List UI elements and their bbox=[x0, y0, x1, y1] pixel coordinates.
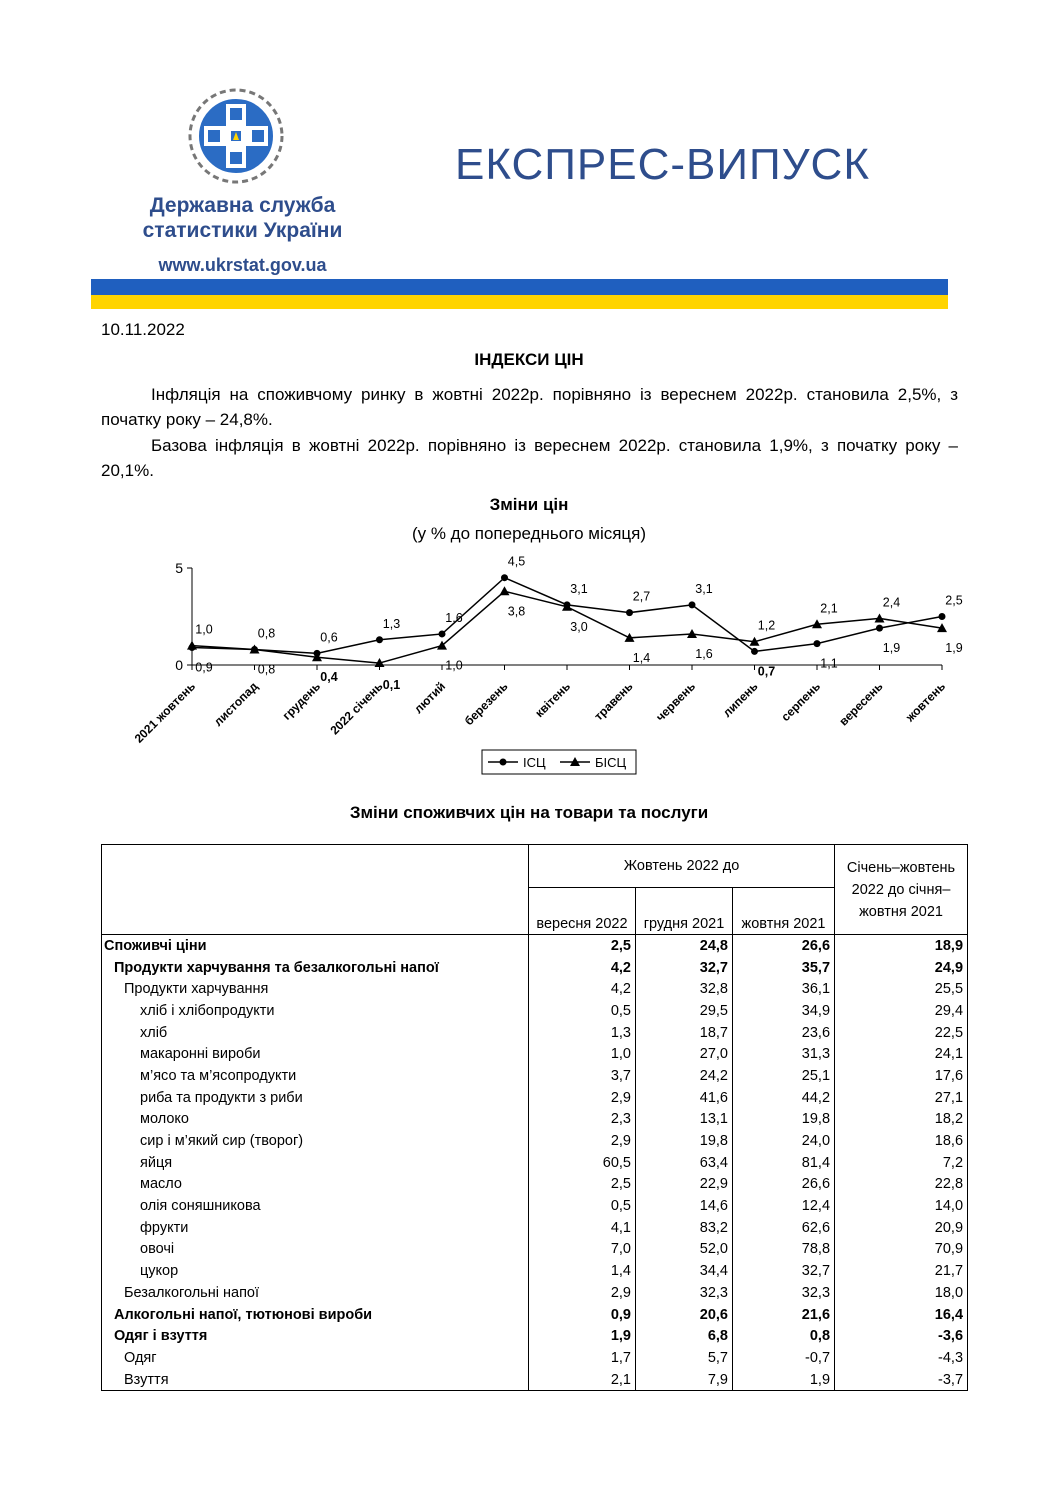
x-tick-label: червень bbox=[653, 679, 699, 725]
flag-stripe-yellow bbox=[91, 295, 948, 309]
row-value: 18,7 bbox=[636, 1022, 733, 1044]
row-label: Безалкогольні напої bbox=[102, 1282, 529, 1304]
row-value: 21,7 bbox=[835, 1260, 968, 1282]
row-value: 32,3 bbox=[733, 1282, 835, 1304]
isc-data-label: 1,1 bbox=[820, 656, 838, 671]
table-row bbox=[102, 935, 968, 957]
bisc-data-label: 1,0 bbox=[445, 658, 463, 673]
table-row bbox=[102, 978, 968, 1000]
ukrstat-emblem-icon bbox=[186, 86, 286, 186]
row-value: 19,8 bbox=[733, 1109, 835, 1131]
row-label: сир і м’який сир (творог) bbox=[102, 1130, 529, 1152]
core-inflation-paragraph: Базова інфляція в жовтні 2022р. порівняно із вереснем 2022р. становила 1,9%, з початку року – 20,1%. bbox=[101, 436, 958, 480]
row-value: 2,1 bbox=[529, 1369, 636, 1391]
bisc-data-label: 0,1 bbox=[382, 678, 401, 692]
row-label: цукор bbox=[102, 1260, 529, 1282]
row-value: 20,6 bbox=[636, 1304, 733, 1326]
bisc-point bbox=[500, 586, 510, 595]
x-tick-label: серпень bbox=[778, 679, 824, 724]
row-value: 18,9 bbox=[835, 935, 968, 957]
isc-data-label: 3,1 bbox=[570, 581, 588, 596]
row-label: фрукти bbox=[102, 1217, 529, 1239]
table-row bbox=[102, 1369, 968, 1391]
isc-data-label: 1,9 bbox=[882, 641, 901, 656]
chart-subtitle: (у % до попереднього місяця) bbox=[411, 524, 647, 543]
bisc-point bbox=[875, 613, 885, 622]
release-date: 10.11.2022 bbox=[101, 320, 185, 339]
table-title: Зміни споживчих цін на товари та послуги bbox=[349, 803, 709, 822]
table-row bbox=[102, 1217, 968, 1239]
row-value: 81,4 bbox=[733, 1152, 835, 1174]
row-value: 2,9 bbox=[529, 1282, 636, 1304]
row-label: Продукти харчування bbox=[102, 978, 529, 1000]
row-value: 21,6 bbox=[733, 1304, 835, 1326]
table-row bbox=[102, 1174, 968, 1196]
row-label: Взуття bbox=[102, 1369, 529, 1391]
x-tick-label: листопад bbox=[210, 679, 261, 729]
row-value: 14,6 bbox=[636, 1195, 733, 1217]
row-label: яйця bbox=[102, 1152, 529, 1174]
x-tick-label: 2021 жовтень bbox=[131, 679, 199, 746]
isc-point bbox=[939, 613, 946, 620]
section-heading: ІНДЕКСИ ЦІН bbox=[474, 350, 584, 369]
row-value: 0,9 bbox=[529, 1304, 636, 1326]
y-tick-label: 5 bbox=[175, 560, 183, 576]
row-value: 34,9 bbox=[733, 1000, 835, 1022]
row-value: 16,4 bbox=[835, 1304, 968, 1326]
x-tick-label: 2022 січень bbox=[327, 679, 386, 738]
isc-point bbox=[376, 636, 383, 643]
table-row bbox=[102, 1152, 968, 1174]
bisc-data-label: 1,4 bbox=[632, 650, 651, 665]
price-change-chart bbox=[0, 550, 1058, 800]
col-header-oct2021: жовтня 2021 bbox=[733, 888, 835, 935]
table-row bbox=[102, 1087, 968, 1109]
row-value: 29,4 bbox=[835, 1000, 968, 1022]
row-value: -3,7 bbox=[835, 1369, 968, 1391]
row-value: 24,8 bbox=[636, 935, 733, 957]
organization-name bbox=[100, 193, 385, 278]
bisc-data-label: 2,4 bbox=[882, 595, 901, 610]
x-tick-label: жовтень bbox=[902, 679, 949, 725]
group-header: Жовтень 2022 до bbox=[529, 845, 835, 888]
row-value: 62,6 bbox=[733, 1217, 835, 1239]
bisc-data-label: 0,8 bbox=[257, 626, 276, 641]
table-row bbox=[102, 1239, 968, 1261]
table-row bbox=[102, 1130, 968, 1152]
table-body bbox=[102, 935, 968, 1391]
row-value: 78,8 bbox=[733, 1239, 835, 1261]
ytd-header: Січень–жовтень 2022 до січня–жовтня 2021 bbox=[835, 845, 968, 935]
table-row bbox=[102, 1000, 968, 1022]
row-value: 1,9 bbox=[733, 1369, 835, 1391]
row-label: Алкогольні напої, тютюнові вироби bbox=[102, 1304, 529, 1326]
y-tick-label: 0 bbox=[175, 657, 183, 673]
isc-point bbox=[689, 601, 696, 608]
inflation-paragraph: Інфляція на споживчому ринку в жовтні 2022р. порівняно із вереснем 2022р. становила 2,5%, з початку року – 24,8%. bbox=[101, 385, 958, 429]
bisc-data-label: 3,8 bbox=[507, 604, 526, 619]
row-value: 41,6 bbox=[636, 1087, 733, 1109]
col-header-sep2022: вересня 2022 bbox=[529, 888, 636, 935]
flag-stripe-blue bbox=[91, 279, 948, 295]
bisc-data-label: 1,6 bbox=[695, 646, 713, 661]
row-value: 0,5 bbox=[529, 1000, 636, 1022]
row-value: 18,0 bbox=[835, 1282, 968, 1304]
row-value: 34,4 bbox=[636, 1260, 733, 1282]
row-label: макаронні вироби bbox=[102, 1043, 529, 1065]
row-value: 60,5 bbox=[529, 1152, 636, 1174]
table-row bbox=[102, 1022, 968, 1044]
row-value: -3,6 bbox=[835, 1325, 968, 1347]
row-value: 24,1 bbox=[835, 1043, 968, 1065]
org-name-line2: статистики України bbox=[142, 219, 343, 242]
isc-point bbox=[626, 609, 633, 616]
row-value: 32,3 bbox=[636, 1282, 733, 1304]
table-row bbox=[102, 957, 968, 979]
isc-point bbox=[876, 625, 883, 632]
row-value: 63,4 bbox=[636, 1152, 733, 1174]
row-value: 26,6 bbox=[733, 1174, 835, 1196]
row-value: 14,0 bbox=[835, 1195, 968, 1217]
row-value: 3,7 bbox=[529, 1065, 636, 1087]
table-row bbox=[102, 1325, 968, 1347]
table-row bbox=[102, 1260, 968, 1282]
table-row bbox=[102, 1065, 968, 1087]
row-label: м’ясо та м’ясопродукти bbox=[102, 1065, 529, 1087]
row-value: 2,9 bbox=[529, 1087, 636, 1109]
release-title: ЕКСПРЕС-ВИПУСК bbox=[455, 140, 870, 189]
table-row bbox=[102, 1347, 968, 1369]
row-value: 7,0 bbox=[529, 1239, 636, 1261]
row-value: 32,8 bbox=[636, 978, 733, 1000]
legend-isc-label: ІСЦ bbox=[523, 755, 546, 770]
isc-data-label: 4,5 bbox=[507, 554, 526, 569]
isc-data-label: 3,1 bbox=[695, 581, 713, 596]
bisc-data-label: 3,0 bbox=[570, 619, 588, 634]
bisc-data-label: 1,2 bbox=[757, 618, 776, 633]
row-value: 25,1 bbox=[733, 1065, 835, 1087]
row-value: 13,1 bbox=[636, 1109, 733, 1131]
row-value: 70,9 bbox=[835, 1239, 968, 1261]
table-row bbox=[102, 1195, 968, 1217]
row-value: -0,7 bbox=[733, 1347, 835, 1369]
row-value: 29,5 bbox=[636, 1000, 733, 1022]
isc-data-label: 0,9 bbox=[195, 660, 213, 675]
price-changes-table bbox=[101, 844, 968, 1391]
row-value: 2,5 bbox=[529, 1174, 636, 1196]
table-row bbox=[102, 1043, 968, 1065]
table-row bbox=[102, 1109, 968, 1131]
col-header-dec2021: грудня 2021 bbox=[636, 888, 733, 935]
row-value: -4,3 bbox=[835, 1347, 968, 1369]
row-label: Споживчі ціни bbox=[102, 935, 529, 957]
row-value: 27,0 bbox=[636, 1043, 733, 1065]
row-value: 22,5 bbox=[835, 1022, 968, 1044]
legend-bisc-label: БІСЦ bbox=[595, 755, 627, 770]
isc-data-label: 2,7 bbox=[632, 589, 651, 604]
row-label: Продукти харчування та безалкогольні напої bbox=[102, 957, 529, 979]
row-value: 52,0 bbox=[636, 1239, 733, 1261]
isc-point bbox=[501, 574, 508, 581]
row-value: 1,3 bbox=[529, 1022, 636, 1044]
x-tick-label: лютий bbox=[411, 679, 449, 717]
row-value: 44,2 bbox=[733, 1087, 835, 1109]
row-label: овочі bbox=[102, 1239, 529, 1261]
legend-isc-marker bbox=[500, 759, 507, 766]
row-value: 36,1 bbox=[733, 978, 835, 1000]
row-value: 24,9 bbox=[835, 957, 968, 979]
row-value: 24,2 bbox=[636, 1065, 733, 1087]
x-tick-label: квітень bbox=[532, 679, 574, 721]
isc-data-label: 0,6 bbox=[320, 630, 338, 645]
row-value: 35,7 bbox=[733, 957, 835, 979]
row-label: хліб bbox=[102, 1022, 529, 1044]
row-label: Одяг bbox=[102, 1347, 529, 1369]
table-row bbox=[102, 1304, 968, 1326]
isc-data-label: 1,3 bbox=[382, 616, 401, 631]
row-value: 32,7 bbox=[636, 957, 733, 979]
row-value: 19,8 bbox=[636, 1130, 733, 1152]
row-value: 12,4 bbox=[733, 1195, 835, 1217]
isc-point bbox=[751, 648, 758, 655]
row-value: 4,1 bbox=[529, 1217, 636, 1239]
row-value: 6,8 bbox=[636, 1325, 733, 1347]
x-tick-label: вересень bbox=[836, 679, 886, 729]
row-value: 4,2 bbox=[529, 957, 636, 979]
row-value: 0,8 bbox=[733, 1325, 835, 1347]
x-tick-label: березень bbox=[461, 679, 511, 729]
x-tick-label: грудень bbox=[279, 679, 324, 723]
isc-point bbox=[814, 640, 821, 647]
bisc-data-label: 0,4 bbox=[320, 670, 338, 685]
row-value: 32,7 bbox=[733, 1260, 835, 1282]
row-value: 1,4 bbox=[529, 1260, 636, 1282]
table-row bbox=[102, 1282, 968, 1304]
org-name-line1: Державна служба bbox=[149, 194, 336, 217]
row-value: 18,6 bbox=[835, 1130, 968, 1152]
row-value: 7,2 bbox=[835, 1152, 968, 1174]
row-value: 18,2 bbox=[835, 1109, 968, 1131]
row-value: 27,1 bbox=[835, 1087, 968, 1109]
website-link[interactable]: www.ukrstat.gov.ua bbox=[158, 255, 327, 275]
chart-title: Зміни цін bbox=[489, 495, 569, 514]
isc-data-label: 1,6 bbox=[445, 610, 463, 625]
table-corner-cell bbox=[102, 845, 529, 935]
row-label: Одяг і взуття bbox=[102, 1325, 529, 1347]
row-value: 20,9 bbox=[835, 1217, 968, 1239]
row-value: 17,6 bbox=[835, 1065, 968, 1087]
x-tick-label: травень bbox=[591, 679, 636, 724]
row-value: 22,8 bbox=[835, 1174, 968, 1196]
row-value: 25,5 bbox=[835, 978, 968, 1000]
row-value: 26,6 bbox=[733, 935, 835, 957]
isc-data-label: 2,5 bbox=[945, 593, 963, 608]
row-value: 2,5 bbox=[529, 935, 636, 957]
x-tick-label: липень bbox=[719, 679, 761, 720]
row-value: 1,9 bbox=[529, 1325, 636, 1347]
bisc-data-label: 1,0 bbox=[195, 622, 213, 637]
row-value: 1,0 bbox=[529, 1043, 636, 1065]
row-value: 24,0 bbox=[733, 1130, 835, 1152]
isc-data-label: 0,7 bbox=[757, 664, 776, 679]
isc-point bbox=[439, 630, 446, 637]
row-value: 23,6 bbox=[733, 1022, 835, 1044]
row-value: 22,9 bbox=[636, 1174, 733, 1196]
row-value: 31,3 bbox=[733, 1043, 835, 1065]
isc-series-line bbox=[192, 578, 942, 654]
row-label: масло bbox=[102, 1174, 529, 1196]
row-value: 4,2 bbox=[529, 978, 636, 1000]
row-label: олія соняшникова bbox=[102, 1195, 529, 1217]
row-value: 2,9 bbox=[529, 1130, 636, 1152]
row-label: хліб і хлібопродукти bbox=[102, 1000, 529, 1022]
row-value: 0,5 bbox=[529, 1195, 636, 1217]
row-value: 2,3 bbox=[529, 1109, 636, 1131]
bisc-data-label: 2,1 bbox=[820, 601, 838, 616]
row-value: 1,7 bbox=[529, 1347, 636, 1369]
row-label: риба та продукти з риби bbox=[102, 1087, 529, 1109]
row-value: 5,7 bbox=[636, 1347, 733, 1369]
row-value: 83,2 bbox=[636, 1217, 733, 1239]
bisc-data-label: 1,9 bbox=[945, 641, 963, 656]
isc-data-label: 0,8 bbox=[257, 662, 276, 677]
row-value: 7,9 bbox=[636, 1369, 733, 1391]
row-label: молоко bbox=[102, 1109, 529, 1131]
